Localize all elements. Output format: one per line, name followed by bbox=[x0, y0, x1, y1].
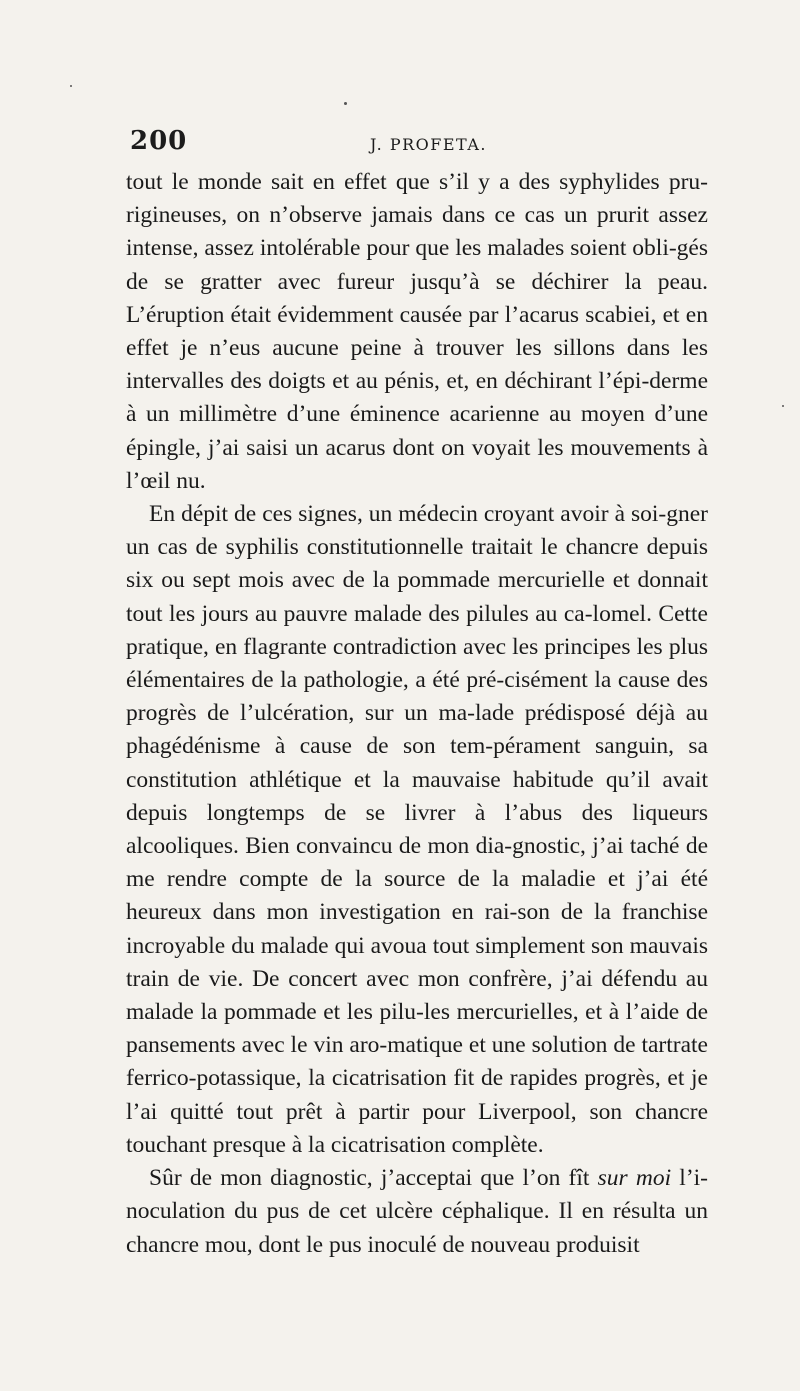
paper-speck bbox=[70, 85, 72, 87]
running-head: J. PROFETA. bbox=[370, 135, 487, 154]
page-number: 200 bbox=[130, 126, 188, 156]
paper-speck bbox=[344, 102, 347, 105]
paper-speck bbox=[782, 405, 784, 407]
paragraph-3 bbox=[126, 1162, 708, 1262]
paragraph-2: En dépit de ces signes, un médecin croyant avoir à soi-gner un cas de syphilis constitutionnelle traitait le chancre depuis six ou sept mois avec de la pommade mercurielle et donnait tout les jours au pauvre malade des pilules au ca-lomel. Cette pratique, en flagrante contradiction avec les principes les plus élémentaires de la pathologie, a été pré-cisément la cause des progrès de l’ulcération, sur un ma-lade prédisposé déjà au phagédénisme à cause de son tem-pérament sanguin, sa constitution athlétique et la mauvaise habitude qu’il avait depuis longtemps de se livrer à l’abus des liqueurs alcooliques. Bien convaincu de mon dia-gnostic, j’ai taché de me rendre compte de la source de la maladie et j’ai été heureux dans mon investigation en rai-son de la franchise incroyable du malade qui avoua tout simplement son mauvais train de vie. De concert avec mon confrère, j’ai défendu au malade la pommade et les pilu-les mercurielles, et à l’aide de pansements avec le vin aro-matique et une solution de tartrate ferrico-potassique, la cicatrisation fit de rapides progrès, et je l’ai quitté tout prêt à partir pour Liverpool, son chancre touchant presque à la cicatrisation complète. bbox=[126, 501, 708, 1158]
paragraph-3-start: Sûr de mon diagnostic, j’acceptai que l’on fît bbox=[149, 1165, 598, 1192]
page-header bbox=[130, 126, 708, 158]
paragraph-3-italic: sur moi bbox=[597, 1165, 672, 1192]
paragraph-3-end: l’i-noculation du pus de cet ulcère céphalique. Il en résulta un chancre mou, dont le pus inoculé de nouveau produisit bbox=[126, 1165, 708, 1258]
body-text bbox=[126, 166, 708, 1262]
paragraph-1: tout le monde sait en effet que s’il y a des syphylides pru-rigineuses, on n’observe jamais dans ce cas un prurit assez intense, assez intolérable pour que les malades soient obli-gés de se gratter avec fureur jusqu’à se déchirer la peau. L’éruption était évidemment causée par l’acarus scabiei, et en effet je n’eus aucune peine à trouver les sillons dans les intervalles des doigts et au pénis, et, en déchirant l’épi-derme à un millimètre d’une éminence acarienne au moyen d’une épingle, j’ai saisi un acarus dont on voyait les mouvements à l’œil nu. bbox=[126, 169, 708, 494]
